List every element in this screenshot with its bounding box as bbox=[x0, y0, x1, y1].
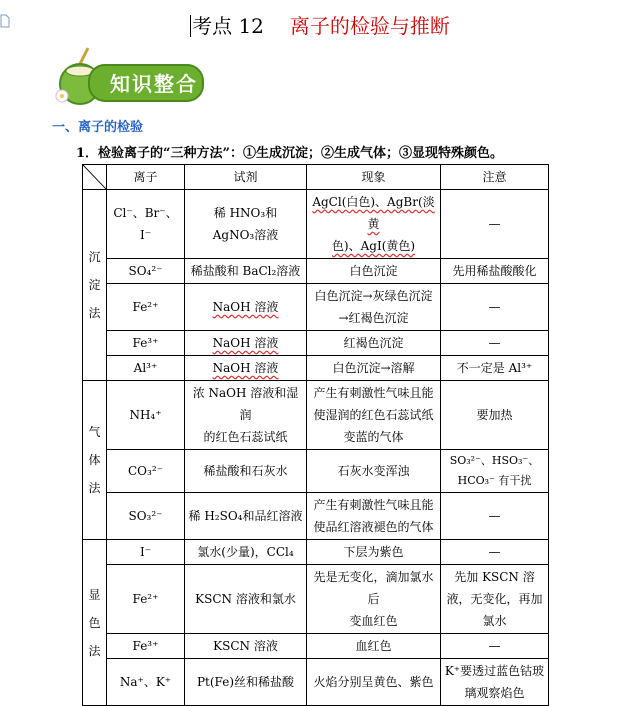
reagent-cell: NaOH 溶液 bbox=[185, 331, 307, 356]
ion-cell: I⁻ bbox=[107, 540, 185, 565]
reagent-cell: 稀 H₂SO₄和品红溶液 bbox=[185, 493, 307, 540]
table-row bbox=[83, 381, 549, 450]
section-heading: 一、离子的检验 bbox=[52, 120, 144, 135]
page-title bbox=[0, 10, 640, 39]
reagent-cell: 氯水(少量)，CCl₄ bbox=[185, 540, 307, 565]
col-header-reagent: 试剂 bbox=[185, 165, 307, 190]
table-row bbox=[83, 331, 549, 356]
table-row bbox=[83, 634, 549, 659]
phenomenon-cell: 石灰水变浑浊 bbox=[307, 450, 441, 493]
diagonal-header-cell bbox=[83, 165, 107, 190]
reagent-cell: KSCN 溶液 bbox=[185, 634, 307, 659]
text-cursor bbox=[190, 15, 191, 37]
ion-cell: Fe²⁺ bbox=[107, 284, 185, 331]
reagent-cell: 稀 HNO₃和 AgNO₃溶液 bbox=[185, 190, 307, 259]
knowledge-badge bbox=[48, 46, 208, 106]
phenomenon-cell: 白色沉淀→溶解 bbox=[307, 356, 441, 381]
table-header-row bbox=[83, 165, 549, 190]
note-cell: 先加 KSCN 溶液，无变化，再加氯水 bbox=[441, 565, 549, 634]
col-header-phenomenon: 现象 bbox=[307, 165, 441, 190]
reagent-cell: KSCN 溶液和氯水 bbox=[185, 565, 307, 634]
ion-cell: Fe³⁺ bbox=[107, 331, 185, 356]
ion-cell: Fe²⁺ bbox=[107, 565, 185, 634]
phenomenon-cell: 下层为紫色 bbox=[307, 540, 441, 565]
table-row bbox=[83, 493, 549, 540]
phenomenon-cell: 火焰分别呈黄色、紫色 bbox=[307, 659, 441, 706]
table-row bbox=[83, 356, 549, 381]
phenomenon-cell: 产生有刺激性气味且能 使湿润的红色石蕊试纸 变蓝的气体 bbox=[307, 381, 441, 450]
note-cell: — bbox=[441, 540, 549, 565]
reagent-cell: 浓 NaOH 溶液和湿润 的红色石蕊试纸 bbox=[185, 381, 307, 450]
diagonal-line bbox=[83, 165, 106, 189]
ion-cell: SO₄²⁻ bbox=[107, 259, 185, 284]
phenomenon-cell: 白色沉淀 bbox=[307, 259, 441, 284]
point-text: 1．检验离子的“三种方法”：①生成沉淀；②生成气体；③显现特殊颜色。 bbox=[76, 146, 504, 161]
reagent-cell: NaOH 溶液 bbox=[185, 284, 307, 331]
table-row bbox=[83, 450, 549, 493]
col-header-ion: 离子 bbox=[107, 165, 185, 190]
ion-cell: SO₃²⁻ bbox=[107, 493, 185, 540]
ion-cell: CO₃²⁻ bbox=[107, 450, 185, 493]
phenomenon-cell: 白色沉淀→灰绿色沉淀 →红褐色沉淀 bbox=[307, 284, 441, 331]
note-cell: — bbox=[441, 493, 549, 540]
ion-cell: Al³⁺ bbox=[107, 356, 185, 381]
title-number: 考点 12 bbox=[192, 14, 264, 38]
ion-cell: Cl⁻、Br⁻、I⁻ bbox=[107, 190, 185, 259]
phenomenon-cell: 产生有刺激性气味且能 使品红溶液褪色的气体 bbox=[307, 493, 441, 540]
phenomenon-cell: AgCl(白色)、AgBr(淡黄 色)、AgI(黄色) bbox=[307, 190, 441, 259]
phenomenon-cell: 红褐色沉淀 bbox=[307, 331, 441, 356]
note-cell: — bbox=[441, 190, 549, 259]
phenomenon-cell: 先是无变化，滴加氯水后 变血红色 bbox=[307, 565, 441, 634]
note-cell: — bbox=[441, 634, 549, 659]
col-header-note: 注意 bbox=[441, 165, 549, 190]
table-row bbox=[83, 259, 549, 284]
note-cell: K⁺要透过蓝色钴玻璃观察焰色 bbox=[441, 659, 549, 706]
ion-cell: Fe³⁺ bbox=[107, 634, 185, 659]
table-row bbox=[83, 284, 549, 331]
note-cell: 先用稀盐酸酸化 bbox=[441, 259, 549, 284]
phenomenon-cell: 血红色 bbox=[307, 634, 441, 659]
reagent-cell: 稀盐酸和石灰水 bbox=[185, 450, 307, 493]
note-cell: 不一定是 Al³⁺ bbox=[441, 356, 549, 381]
ion-cell: Na⁺、K⁺ bbox=[107, 659, 185, 706]
table-row bbox=[83, 659, 549, 706]
note-cell: SO₃²⁻、HSO₃⁻、HCO₃⁻ 有干扰 bbox=[441, 450, 549, 493]
ion-cell: NH₄⁺ bbox=[107, 381, 185, 450]
table-row bbox=[83, 565, 549, 634]
reagent-cell: NaOH 溶液 bbox=[185, 356, 307, 381]
title-text: 离子的检验与推断 bbox=[289, 14, 450, 38]
category-cell-precipitate: 沉 淀 法 bbox=[83, 190, 107, 381]
ion-test-table bbox=[82, 164, 549, 706]
category-cell-gas: 气 体 法 bbox=[83, 381, 107, 540]
reagent-cell: Pt(Fe)丝和稀盐酸 bbox=[185, 659, 307, 706]
note-cell: — bbox=[441, 331, 549, 356]
note-cell: — bbox=[441, 284, 549, 331]
table-row bbox=[83, 540, 549, 565]
note-cell: 要加热 bbox=[441, 381, 549, 450]
reagent-cell: 稀盐酸和 BaCl₂溶液 bbox=[185, 259, 307, 284]
badge-label: 知识整合 bbox=[110, 72, 198, 96]
table-row bbox=[83, 190, 549, 259]
category-cell-color: 显 色 法 bbox=[83, 540, 107, 706]
